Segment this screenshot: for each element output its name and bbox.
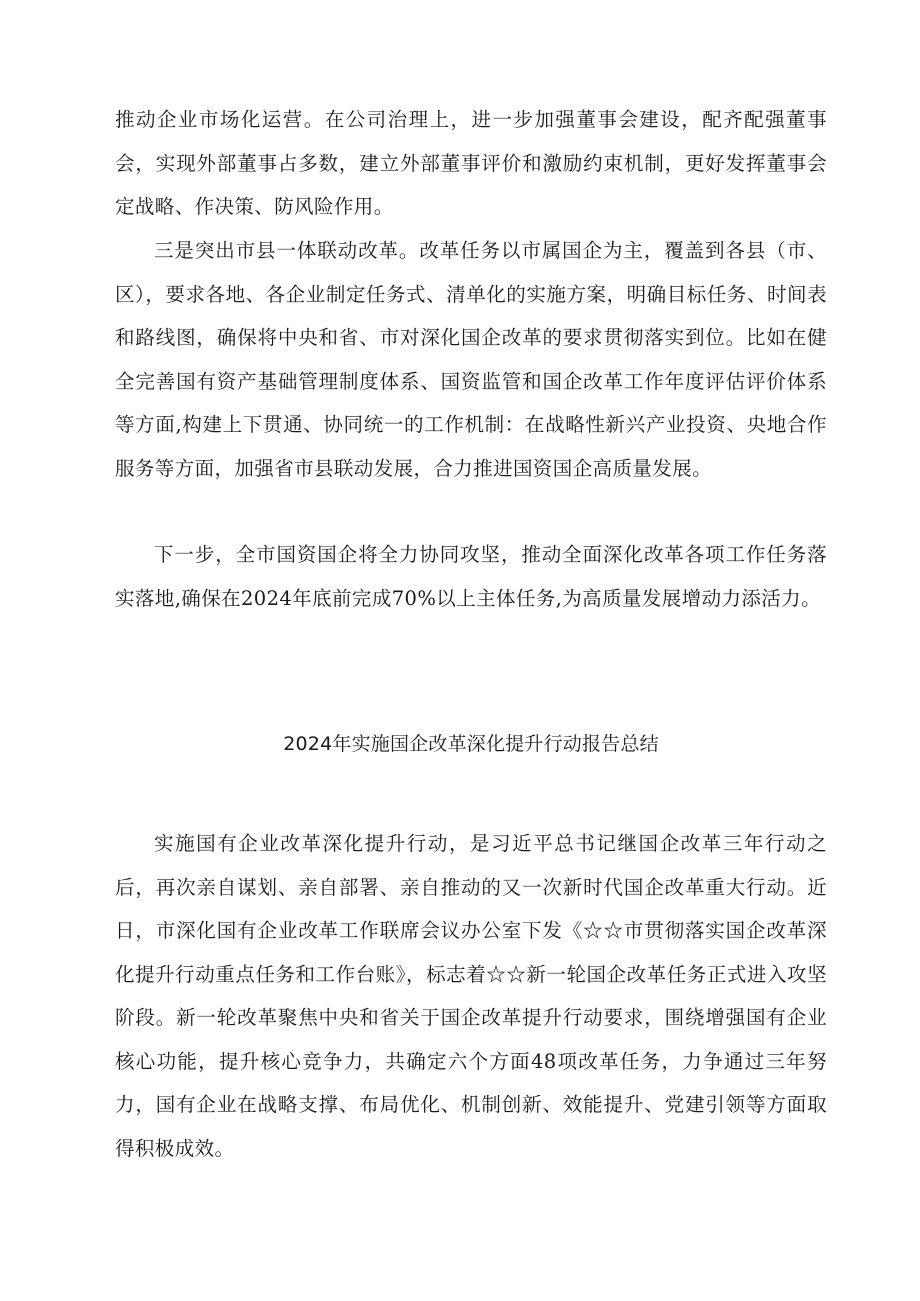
paragraph-next-steps: 下一步，全市国资国企将全力协同攻坚，推动全面深化改革各项工作任务落实落地,确保在2024年底前完成70%以上主体任务,为高质量发展增动力添活力。 xyxy=(115,543,827,610)
paragraph-city-county-reform: 三是突出市县一体联动改革。改革任务以市属国企为主，覆盖到各县（市、区），要求各地、各企业制定任务式、清单化的实施方案，明确目标任务、时间表和路线图，确保将中央和省、市对深化国企改革的要求贯彻落实到位。比如在健全完善国有资产基础管理制度体系、国资监管和国企改革工作年度评估评价体系等方面,构建上下贯通、协同统一的工作机制：在战略性新兴产业投资、央地合作服务等方面，加强省市县联动发展，合力推进国资国企高质量发展。 xyxy=(115,239,827,480)
paragraph-reform-overview: 实施国有企业改革深化提升行动，是习近平总书记继国企改革三年行动之后，再次亲自谋划、亲自部署、亲自推动的又一次新时代国企改革重大行动。近日，市深化国有企业改革工作联席会议办公室下发《☆☆市贯彻落实国企改革深化提升行动重点任务和工作台账》，标志着☆☆新一轮国企改革任务正式进入攻坚阶段。新一轮改革聚焦中央和省关于国企改革提升行动要求，围绕增强国有企业核心功能，提升核心竞争力，共确定六个方面48项改革任务，力争通过三年努力，国有企业在战略支撑、布局优化、机制创新、效能提升、党建引领等方面取得积极成效。 xyxy=(115,832,827,1160)
paragraph-governance-continuation: 推动企业市场化运营。在公司治理上，进一步加强董事会建设，配齐配强董事会，实现外部董事占多数，建立外部董事评价和激励约束机制，更好发挥董事会定战略、作决策、防风险作用。 xyxy=(115,108,827,218)
section-title: 2024年实施国企改革深化提升行动报告总结 xyxy=(283,733,659,755)
